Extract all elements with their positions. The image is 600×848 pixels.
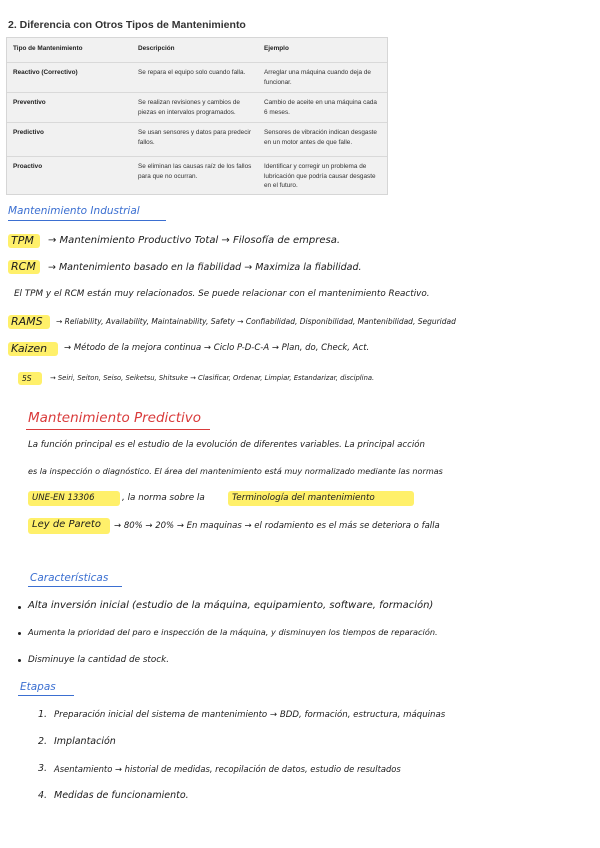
table-cell: Cambio de aceite en una máquina cada 6 meses. (264, 99, 377, 116)
etapa-4: Medidas de funcionamiento. (54, 790, 189, 801)
bullet (18, 659, 21, 662)
une-mid-text: , la norma sobre la (122, 493, 205, 503)
etapa-1-number: 1. (38, 709, 48, 720)
rcm-label: RCM (11, 260, 36, 273)
title-underline (26, 429, 210, 430)
etapa-3: Asentamiento → historial de medidas, recopilación de datos, estudio de resultados (54, 764, 401, 774)
predictivo-title: Mantenimiento Predictivo (28, 410, 202, 426)
table-row (7, 92, 387, 123)
table-cell: Arreglar una máquina cuando deja de funcionar. (264, 69, 371, 86)
section-heading: 2. Diferencia con Otros Tipos de Mantenimiento (8, 19, 246, 31)
une-label: UNE-EN 13306 (32, 493, 95, 503)
bullet (18, 606, 21, 609)
etapa-4-number: 4. (38, 790, 48, 801)
terminologia-text: Terminología del mantenimiento (232, 493, 375, 503)
kaizen-text: → Método de la mejora continua → Ciclo P-D-C-A → Plan, do, Check, Act. (64, 343, 370, 353)
table-cell: Preventivo (13, 99, 46, 106)
pred-line-2: es la inspección o diagnóstico. El área del mantenimiento está muy normalizado mediante las normas (28, 466, 443, 476)
etapa-3-number: 3. (38, 763, 48, 774)
rams-text: → Reliability, Availability, Maintainability, Safety → Confiabilidad, Disponibilidad, Mantenibilidad, Seguridad (56, 317, 456, 326)
caracteristicas-title: Características (30, 572, 109, 584)
caracteristica-3: Disminuye la cantidad de stock. (28, 655, 169, 665)
title-underline (28, 586, 122, 587)
rcm-text: → Mantenimiento basado en la fiabilidad → Maximiza la fiabilidad. (48, 262, 362, 273)
caracteristica-1: Alta inversión inicial (estudio de la máquina, equipamiento, software, formación) (28, 600, 434, 611)
pareto-text: → 80% → 20% → En maquinas → el rodamiento es el más se deteriora o falla (114, 521, 440, 531)
comparison-table (6, 37, 388, 195)
tpm-label: TPM (11, 234, 34, 247)
etapa-2: Implantación (54, 736, 116, 747)
mant-industrial-title: Mantenimiento Industrial (8, 205, 140, 217)
kaizen-label: Kaizen (11, 342, 48, 355)
pareto-label: Ley de Pareto (32, 519, 101, 530)
table-header-row (7, 38, 387, 63)
etapa-1: Preparación inicial del sistema de mantenimiento → BDD, formación, estructura, máquinas (54, 710, 446, 720)
tpm-rcm-line: El TPM y el RCM están muy relacionados. Se puede relacionar con el mantenimiento Reactivo. (14, 289, 430, 299)
table-header-cell: Ejemplo (264, 45, 289, 52)
etapas-title: Etapas (20, 681, 56, 693)
table-cell: Reactivo (Correctivo) (13, 69, 78, 76)
table-cell: Identificar y corregir un problema de lubricación que podría causar desgaste en el futuro. (264, 163, 376, 189)
pred-line-1: La función principal es el estudio de la evolución de diferentes variables. La principal acción (28, 440, 425, 450)
table-cell: Se usan sensores y datos para predecir fallos. (138, 129, 251, 146)
five-s-label: 5S (22, 374, 32, 383)
table-cell: Se repara el equipo solo cuando falla. (138, 69, 246, 76)
rams-label: RAMS (11, 315, 43, 328)
five-s-text: → Seiri, Seiton, Seiso, Seiketsu, Shitsuke → Clasificar, Ordenar, Limpiar, Estandarizar, disciplina. (50, 374, 375, 382)
table-row (7, 122, 387, 157)
table-cell: Proactivo (13, 163, 43, 170)
table-row (7, 62, 387, 93)
table-header-cell: Tipo de Mantenimiento (13, 45, 83, 52)
etapa-2-number: 2. (38, 736, 48, 747)
table-cell: Se realizan revisiones y cambios de piezas en intervalos programados. (138, 99, 240, 116)
table-row (7, 156, 387, 193)
title-underline (18, 695, 74, 696)
table-cell: Predictivo (13, 129, 44, 136)
caracteristica-2: Aumenta la prioridad del paro e inspección de la máquina, y disminuyen los tiempos de reparación. (28, 627, 438, 637)
title-underline (8, 220, 166, 221)
table-cell: Sensores de vibración indican desgaste en un motor antes de que falle. (264, 129, 377, 146)
tpm-text: → Mantenimiento Productivo Total → Filosofía de empresa. (48, 235, 341, 246)
table-header-cell: Descripción (138, 45, 175, 52)
bullet (18, 632, 21, 635)
table-cell: Se eliminan las causas raíz de los fallos para que no ocurran. (138, 163, 252, 180)
